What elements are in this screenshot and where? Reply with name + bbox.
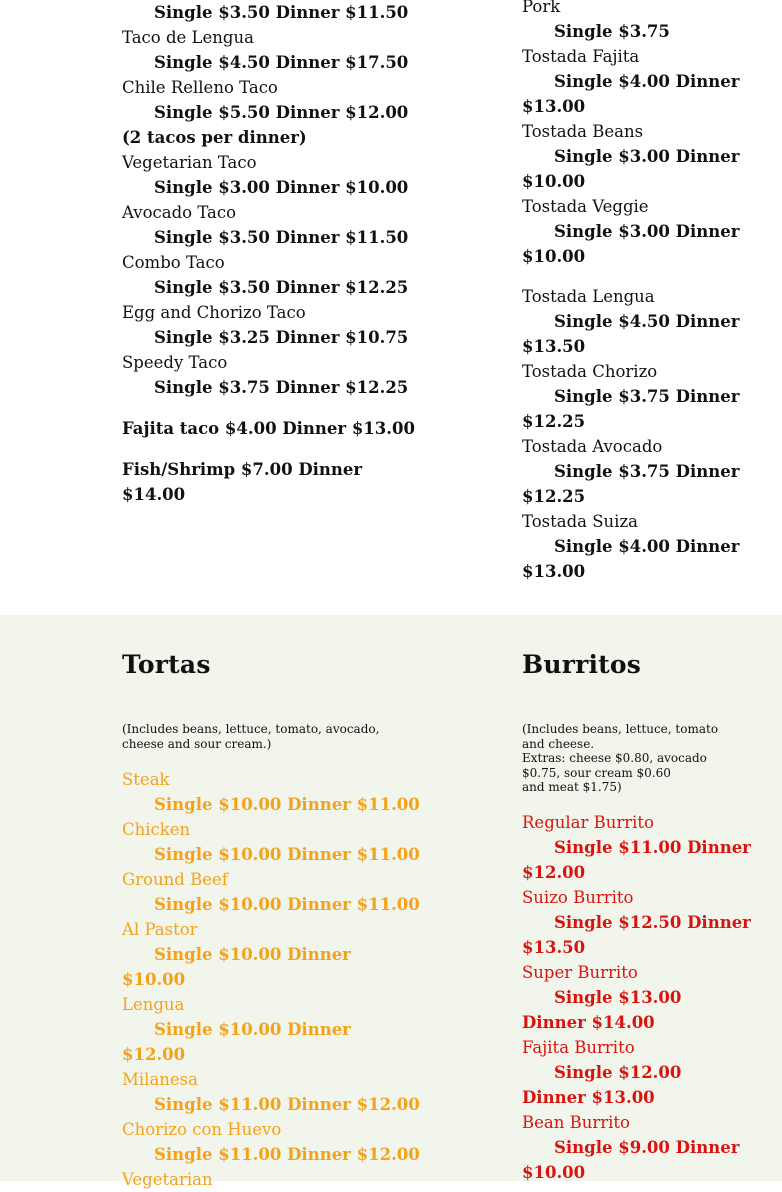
menu-item-name: Pork [522, 0, 561, 16]
menu-item-price-cont: Dinner $14.00 [522, 1013, 655, 1032]
menu-item-price: Single $3.50 Dinner $11.50 [154, 228, 409, 247]
menu-item-price: Single $12.00 [554, 1063, 682, 1082]
menu-item-name: Suizo Burrito [522, 888, 634, 907]
dinner-note: (2 tacos per dinner) [122, 128, 307, 147]
note-line: Extras: cheese $0.80, avocado [522, 751, 707, 765]
menu-item-price-cont: $10.00 [522, 172, 586, 191]
menu-item-name: Taco de Lengua [122, 28, 254, 47]
note-line: cheese and sour cream.) [122, 736, 272, 751]
menu-item-price: Single $9.00 Dinner [554, 1138, 740, 1157]
menu-item-price-cont: $12.25 [522, 412, 586, 431]
menu-item-name: Tostada Veggie [522, 197, 649, 216]
menu-item-price: Single $3.00 Dinner [554, 147, 740, 166]
fajita-taco-item: Fajita taco $4.00 Dinner $13.00 [122, 419, 415, 438]
fish-shrimp-price: $14.00 [122, 485, 186, 504]
menu-item-price: Single $3.50 Dinner $12.25 [154, 278, 409, 297]
menu-item-price: Single $5.50 Dinner $12.00 [154, 103, 409, 122]
menu-item-name: Bean Burrito [522, 1113, 630, 1132]
menu-item-price: Single $10.00 Dinner [154, 1020, 351, 1039]
menu-item-price: Single $10.00 Dinner $11.00 [154, 795, 420, 814]
tostadas-column [522, 0, 739, 584]
menu-item-price: Single $3.25 Dinner $10.75 [154, 328, 409, 347]
section-title-tortas: Tortas [122, 650, 211, 679]
menu-item-name: Vegetarian Taco [122, 153, 257, 172]
menu-item-price-cont: $12.25 [522, 487, 586, 506]
menu-item-name: Regular Burrito [522, 813, 654, 832]
menu-item-name: Ground Beef [122, 870, 228, 889]
menu-item-price: Single $3.50 Dinner $11.50 [154, 3, 409, 22]
tacos-column [122, 0, 415, 507]
burritos-list [522, 810, 751, 1185]
menu-item-price: Single $10.00 Dinner $11.00 [154, 845, 420, 864]
menu-item-price: Single $11.00 Dinner $12.00 [154, 1145, 420, 1164]
menu-item-price: Single $3.75 Dinner [554, 387, 740, 406]
menu-item-price: Single $10.00 Dinner [154, 945, 351, 964]
menu-item-name: Tostada Suiza [522, 512, 638, 531]
menu-item-name: Tostada Avocado [522, 437, 663, 456]
note-line: (Includes beans, lettuce, tomato [522, 722, 719, 736]
note-line: (Includes beans, lettuce, tomato, avocado, [122, 722, 380, 736]
section-title-burritos: Burritos [522, 650, 642, 679]
menu-item-name: Tostada Beans [522, 122, 644, 141]
menu-item-price: Single $4.00 Dinner [554, 537, 740, 556]
menu-item-name: Egg and Chorizo Taco [122, 303, 306, 322]
menu-item-name: Tostada Lengua [522, 287, 655, 306]
note-line: and meat $1.75) [522, 780, 622, 794]
menu-item-price-cont: $13.00 [522, 562, 586, 581]
menu-item-price-cont: $12.00 [522, 863, 586, 882]
menu-item-name: Chile Relleno Taco [122, 78, 278, 97]
fish-shrimp-item: Fish/Shrimp $7.00 Dinner [122, 460, 363, 479]
menu-item-name: Milanesa [122, 1070, 198, 1089]
note-line: and cheese. [522, 736, 595, 751]
menu-item-price-cont: $13.50 [522, 938, 586, 957]
menu-item-price-cont: $10.00 [522, 247, 586, 266]
menu-item-name: Speedy Taco [122, 353, 228, 372]
menu-item-name: Tostada Chorizo [522, 362, 658, 381]
menu-item-price-cont: $12.00 [122, 1045, 186, 1064]
menu-item-name: Al Pastor [122, 920, 198, 939]
menu-item-price: Single $3.75 [554, 22, 670, 41]
menu-item-price: Single $3.00 Dinner [554, 222, 740, 241]
menu-item-name: Chicken [122, 820, 191, 839]
menu-item-name: Steak [122, 770, 170, 789]
menu-item-price-cont: $13.50 [522, 337, 586, 356]
tortas-list [122, 767, 420, 1192]
menu-item-price-cont: Dinner $13.00 [522, 1088, 655, 1107]
menu-item-price: Single $10.00 Dinner $11.00 [154, 895, 420, 914]
menu-item-price: Single $4.50 Dinner [554, 312, 740, 331]
menu-item-name: Lengua [122, 995, 185, 1014]
note-line: $0.75, sour cream $0.60 [522, 765, 671, 780]
menu-item-price-cont: $10.00 [122, 970, 186, 989]
menu-item-name: Chorizo con Huevo [122, 1120, 282, 1139]
menu-item-name: Avocado Taco [122, 203, 237, 222]
menu-item-price: Single $11.00 Dinner $12.00 [154, 1095, 420, 1114]
menu-item-price: Single $11.00 Dinner [554, 838, 751, 857]
menu-item-price: Single $4.50 Dinner $17.50 [154, 53, 409, 72]
menu-item-name: Combo Taco [122, 253, 225, 272]
menu-item-price-cont: $13.00 [522, 97, 586, 116]
menu-item-price: Single $13.00 [554, 988, 682, 1007]
menu-item-price-cont: $10.00 [522, 1163, 586, 1182]
menu-item-price: Single $12.50 Dinner [554, 913, 751, 932]
menu-item-price: Single $3.75 Dinner $12.25 [154, 378, 409, 397]
menu-item-price: Single $4.00 Dinner [554, 72, 740, 91]
burritos-includes-note [522, 722, 718, 795]
tortas-includes-note [122, 722, 379, 751]
menu-item-name: Fajita Burrito [522, 1038, 635, 1057]
menu-item-price: Single $3.00 Dinner $10.00 [154, 178, 409, 197]
menu-item-name: Super Burrito [522, 963, 638, 982]
menu-item-price: Single $3.75 Dinner [554, 462, 740, 481]
menu-item-name: Vegetarian [122, 1170, 213, 1189]
menu-item-name: Tostada Fajita [522, 47, 640, 66]
